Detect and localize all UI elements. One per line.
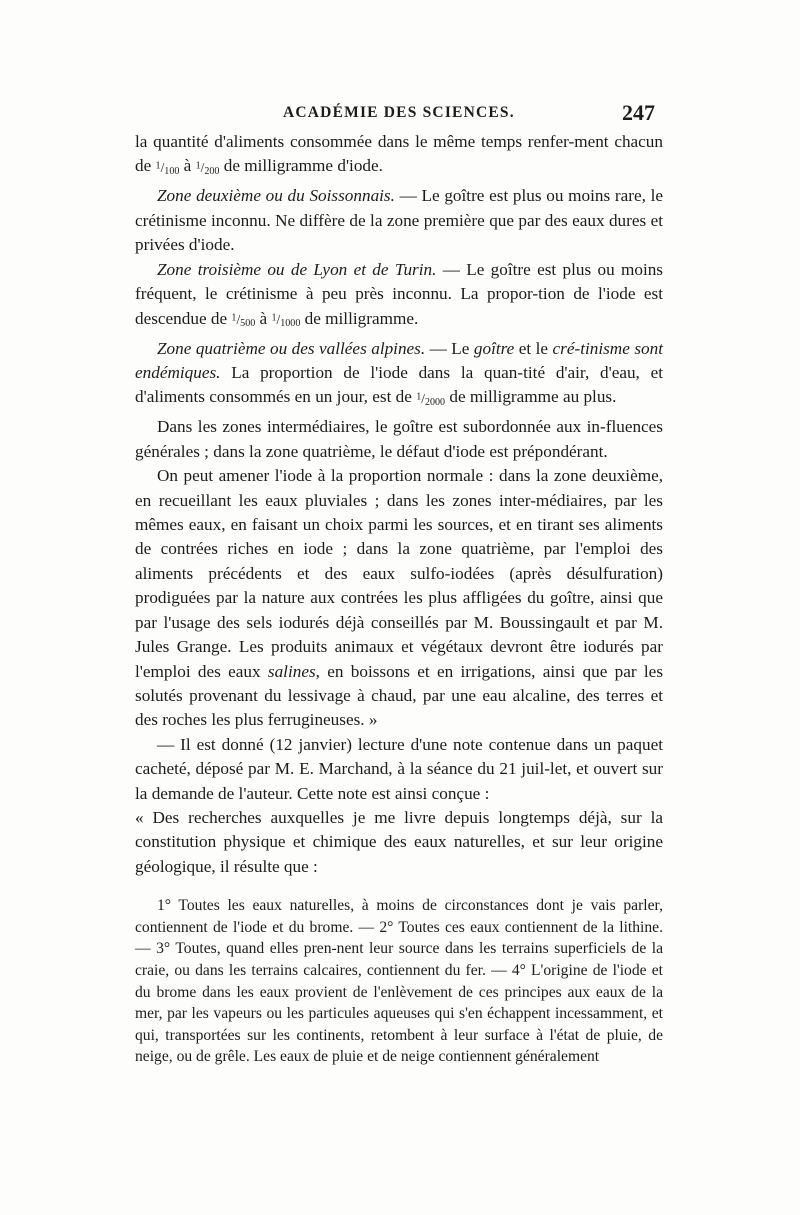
page-number: 247 [622,100,655,125]
text-run: — Le goître est plus ou moins rare, le crétinisme inconnu. Ne diffère de la zone première que par des eaux dures et privées d'iode. [135,186,663,255]
paragraph-p1 [135,130,663,184]
paragraph-p6 [135,464,663,732]
italic-text: salines [267,661,316,681]
running-head: ACADÉMIE DES SCIENCES. [283,104,515,121]
fraction: $^1/_{100}$ [155,160,180,178]
paragraph-p7 [135,733,663,806]
paragraph-p3 [135,258,663,337]
fraction: $^1/_{2000}$ [416,391,446,409]
fraction: $^1/_{500}$ [231,312,256,330]
paragraph-s1 [135,895,663,1068]
text-run: Dans les zones intermédiaires, le goître est subordonnée aux in-fluences générales ; dans la zone quatrième, le défaut d'iode est prépondérant. [135,417,663,461]
paragraph-p8 [135,806,663,879]
italic-text: Zone troisième ou de Lyon et de Turin. [157,259,437,279]
italic-text: goître [473,338,515,358]
text-run: de milligramme d'iode. [219,156,383,176]
italic-text: Zone quatrième ou des vallées alpines. [157,338,426,358]
page-header [135,100,663,130]
italic-text: cré-tinisme sont endémiques. [135,338,663,382]
text-run: — Il est donné (12 janvier) lecture d'une note contenue dans un paquet cacheté, déposé par M. E. Marchand, à la séance du 21 juil-let, et ouvert sur la demande de l'auteur. Cette note est ainsi conçue : [135,734,663,803]
text-run: On peut amener l'iode à la proportion normale : dans la zone deuxième, en recueillant les eaux pluviales ; dans les zones inter-médiaires, par les mêmes eaux, en faisant un choix parmi les sources, et en tirant ses aliments de contrées riches en iode ; dans la zone quatrième, par l'emploi des aliments précédents et des eaux sulfo-iodées (après désulfuration) prodiguées par la nature aux contrées les plus affligées du goître, ainsi que par l'usage des sels iodurés déjà conseillés par M. Boussingault et par M. Jules Grange. Les produits animaux et végétaux devront être iodurés par l'emploi des eaux [135,466,663,681]
body-text [135,130,663,879]
note-text [135,895,663,1068]
text-run: la quantité d'aliments consommée dans le même temps renfer-ment chacun de [135,132,663,176]
paragraph-p2 [135,184,663,257]
text-run: La proportion de l'iode dans la quan-tité d'air, d'eau, et d'aliments consommés en un jour, est de [135,362,663,407]
text-run: — Le goître est plus ou moins fréquent, le crétinisme à peu près inconnu. La propor-tion de l'iode est descendue de [135,259,663,328]
paragraph-p5 [135,415,663,464]
text-run: 1° Toutes les eaux naturelles, à moins de circonstances dont je vais parler, contiennent de l'iode et du brome. — 2° Toutes ces eaux contiennent de la lithine. — 3° Toutes, quand elles pren-nent leur source dans les terrains superficiels de la craie, ou dans les terrains calcaires, contiennent du fer. — 4° L'origine de l'iode et du brome dans les eaux provient de l'enlèvement de ces principes aux eaux de la mer, par les vapeurs ou les particules aqueuses qui s'en échappent incessamment, et qui, transportées sur les continents, retombent à leur surface à l'état de pluie, de neige, ou de grêle. Les eaux de pluie et de neige contiennent généralement [135,897,663,1066]
text-run: à [179,156,196,176]
text-run: de milligramme. [300,308,419,328]
paragraph-p4 [135,337,663,416]
text-run: « Des recherches auxquelles je me livre depuis longtemps déjà, sur la constitution physique et chimique des eaux naturelles, et sur leur origine géologique, il résulte que : [135,807,663,876]
text-run: à [255,308,272,328]
text-run: , en boissons et en irrigations, ainsi que par les solutés provenant du lessivage à chaud, par une eau alcaline, des terres et des roches les plus ferrugineuses. » [135,661,664,730]
italic-text: Zone deuxième ou du Soissonnais. [157,186,395,206]
text-run: et le [514,338,553,358]
fraction: $^1/_{1000}$ [271,312,301,330]
text-run: de milligramme au plus. [445,387,617,407]
text-run: — Le [425,338,474,358]
fraction: $^1/_{200}$ [195,160,220,178]
book-page [135,100,663,1068]
